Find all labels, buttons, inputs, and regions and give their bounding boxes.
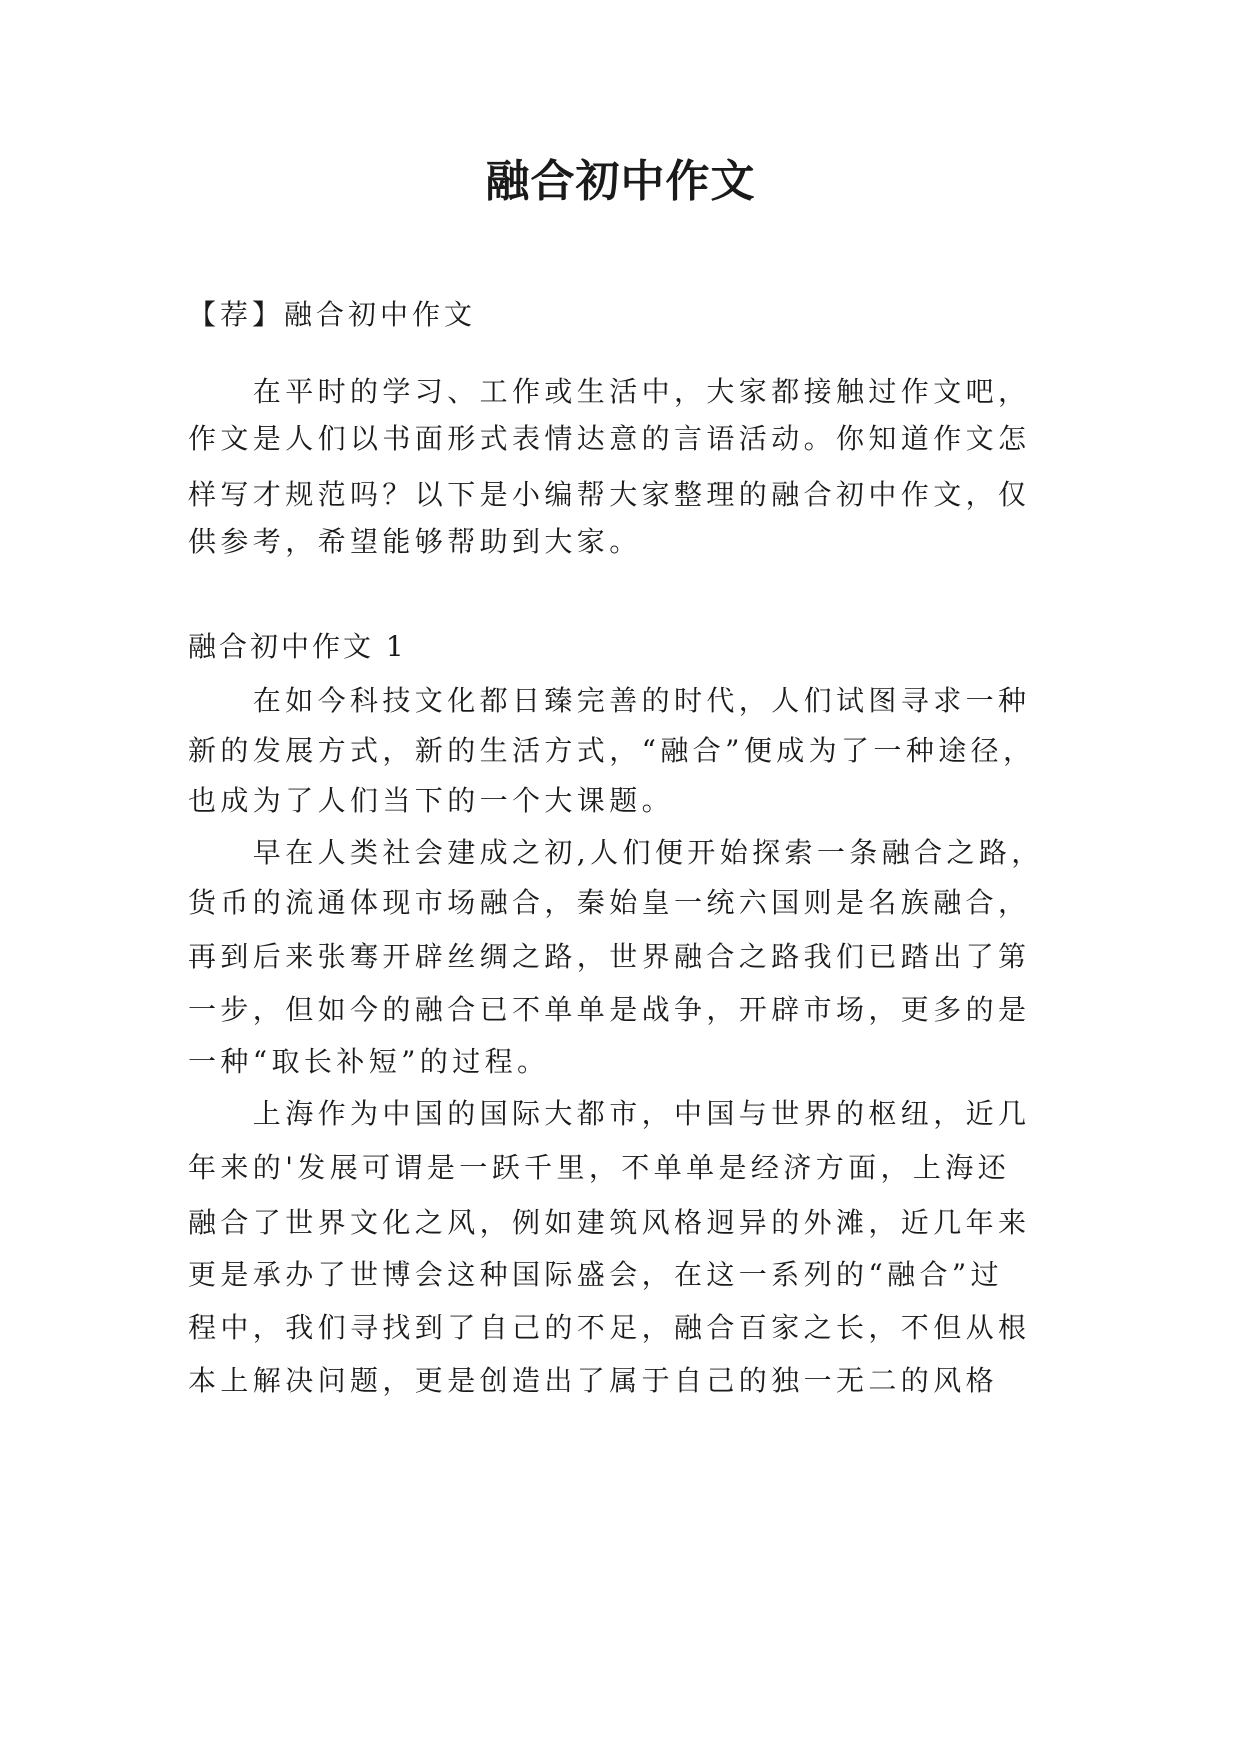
body-line: 也成为了人们当下的一个大课题。 [188,784,675,817]
body-line: 程中，我们寻找到了自己的不足，融合百家之长，不但从根 [188,1311,1031,1344]
body-line: 新的发展方式，新的生活方式，“融合”便成为了一种途径， [188,734,1036,767]
body-line: 融合了世界文化之风，例如建筑风格迥异的外滩，近几年来 [188,1206,1031,1239]
body-line: 一种“取长补短”的过程。 [188,1045,550,1078]
body-line: 本上解决问题，更是创造出了属于自己的独一无二的风格 [188,1364,999,1397]
body-line: 货币的流通体现市场融合，秦始皇一统六国则是名族融合， [188,886,1031,919]
body-line: 一步，但如今的融合已不单单是战争，开辟市场，更多的是 [188,993,1031,1026]
intro-line: 样写才规范吗？以下是小编帮大家整理的融合初中作文，仅 [188,478,1031,511]
body-line: 年来的'发展可谓是一跃千里，不单单是经济方面，上海还 [188,1151,1011,1184]
body-line: 上海作为中国的国际大都市，中国与世界的枢纽，近几 [188,1097,1031,1130]
intro-line: 作文是人们以书面形式表情达意的言语活动。你知道作文怎 [188,422,1031,455]
intro-line: 在平时的学习、工作或生活中，大家都接触过作文吧， [188,375,1031,408]
body-line: 在如今科技文化都日臻完善的时代，人们试图寻求一种 [188,684,1031,717]
body-line: 早在人类社会建成之初,人们便开始探索一条融合之路， [188,836,1044,869]
body-line: 更是承办了世博会这种国际盛会，在这一系列的“融合”过 [188,1258,1004,1291]
body-line: 再到后来张骞开辟丝绸之路，世界融合之路我们已踏出了第 [188,940,1031,973]
document-subtitle: 【荐】融合初中作文 [188,298,477,331]
intro-line: 供参考，希望能够帮助到大家。 [188,525,642,558]
document-title: 融合初中作文 [485,156,756,207]
essay-heading: 融合初中作文 1 [188,630,407,663]
